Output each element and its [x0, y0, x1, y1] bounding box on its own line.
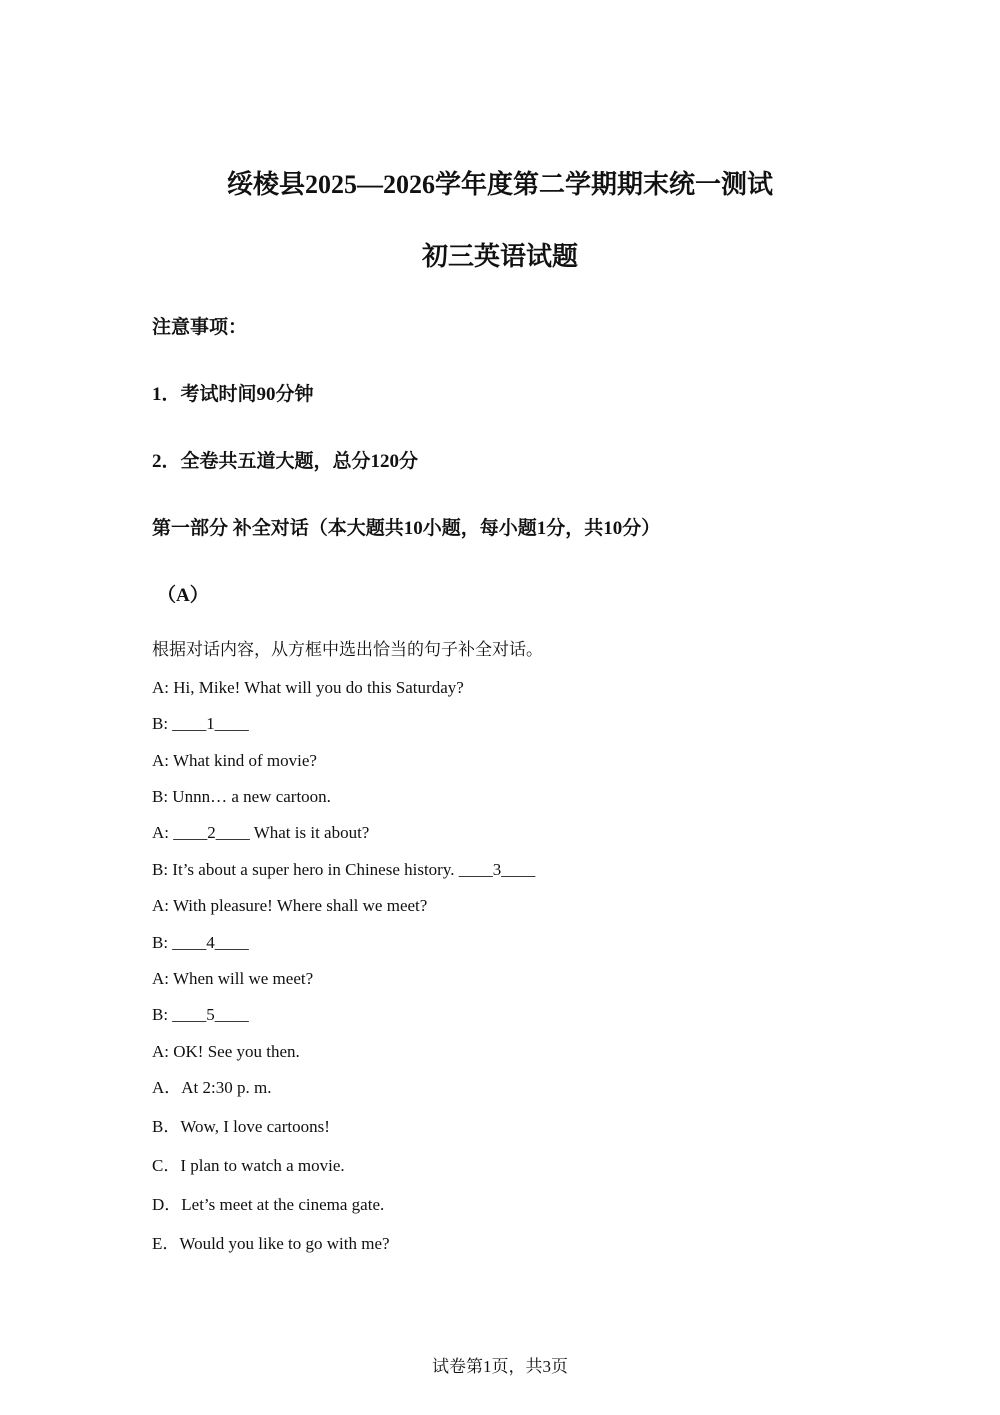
option-item: A．At 2:30 p. m. — [152, 1078, 272, 1097]
dialogue-line: B: ____5____ — [152, 1005, 249, 1024]
option-item: D．Let’s meet at the cinema gate. — [152, 1195, 385, 1214]
dialogue-line: A: What kind of movie? — [152, 751, 317, 770]
note-item: 2．全卷共五道大题，总分120分 — [152, 451, 419, 472]
dialogue-line: A: Hi, Mike! What will you do this Saturday? — [152, 678, 464, 697]
note-item: 1．考试时间90分钟 — [152, 384, 314, 405]
instruction-text: 根据对话内容，从方框中选出恰当的句子补全对话。 — [152, 640, 543, 659]
option-item: B．Wow, I love cartoons! — [152, 1117, 330, 1136]
dialogue-line: B: Unnn… a new cartoon. — [152, 787, 331, 806]
dialogue-line: B: ____1____ — [152, 714, 249, 733]
dialogue-line: A: ____2____ What is it about? — [152, 823, 370, 842]
dialogue-line: A: OK! See you then. — [152, 1042, 300, 1061]
dialogue-line: B: It’s about a super hero in Chinese history. ____3____ — [152, 860, 536, 879]
dialogue-line: B: ____4____ — [152, 933, 249, 952]
option-item: E．Would you like to go with me? — [152, 1234, 390, 1253]
exam-subtitle: 初三英语试题 — [421, 242, 578, 271]
page-indicator: 试卷第1页，共3页 — [432, 1357, 568, 1376]
notes-heading: 注意事项： — [152, 317, 248, 338]
option-item: C．I plan to watch a movie. — [152, 1156, 345, 1175]
section-heading: 第一部分 补全对话（本大题共10小题，每小题1分，共10分） — [152, 518, 661, 539]
dialogue-line: A: With pleasure! Where shall we meet? — [152, 896, 428, 915]
dialogue-line: A: When will we meet? — [152, 969, 314, 988]
part-label: （A） — [157, 585, 209, 606]
exam-title: 绥棱县2025—2026学年度第二学期期末统一测试 — [226, 170, 773, 199]
